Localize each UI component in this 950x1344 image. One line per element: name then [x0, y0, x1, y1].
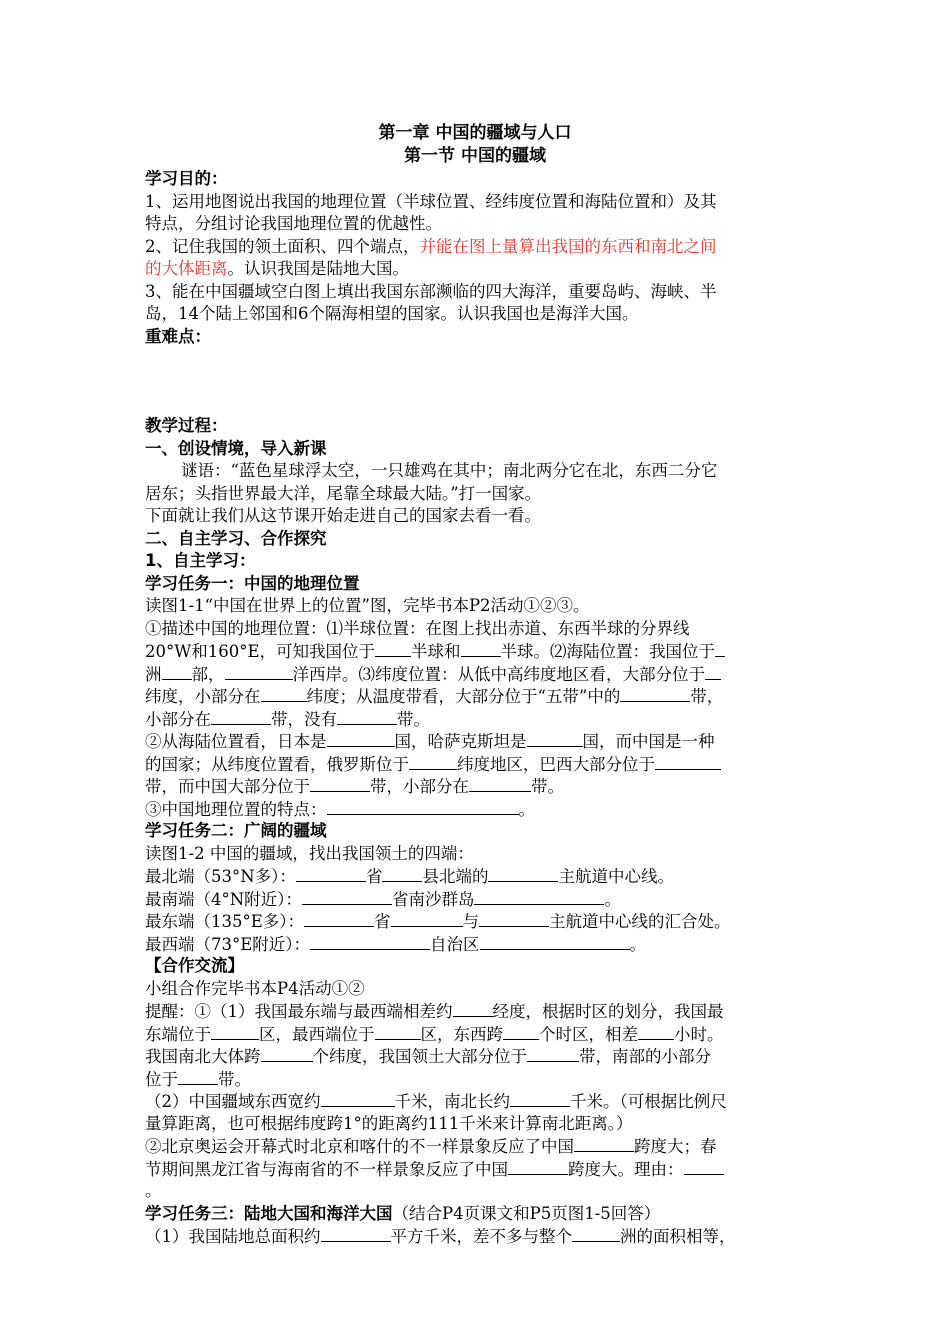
task-3-heading-line: [145, 1203, 825, 1226]
section-1-heading: 一、创设情境，导入新课: [145, 438, 327, 458]
task-2-read: 读图1-2 中国的疆域，找出我国领土的四端：: [145, 843, 474, 863]
blank: [527, 1045, 579, 1062]
blank: [508, 1158, 568, 1175]
blank: [211, 708, 271, 725]
intro-line: 下面就让我们从这节课开始走进自己的国家去看一看。: [145, 506, 541, 525]
document-body: [145, 168, 825, 1248]
task-2-heading: 学习任务二：广阔的疆域: [145, 821, 327, 840]
blank: [620, 685, 690, 702]
objective-3-line-2: 岛，14个陆上邻国和6个隔海相望的国家。认识我国也是海洋大国。: [145, 304, 639, 323]
task-1-q1-line-3: 洲 部， 洋西岸。⑶纬度位置：从低中高纬度地区看，大部分位于: [145, 663, 825, 686]
blank: [211, 1023, 259, 1040]
blank: [302, 888, 392, 905]
task-1-heading: 学习任务一：中国的地理位置: [145, 573, 360, 593]
task-3-line-1: （1）我国陆地总面积约 平方千米，差不多与整个 洲的面积相等，: [145, 1227, 736, 1246]
task-1-q3: ③中国地理位置的特点： 。: [145, 799, 535, 819]
objective-2-text: 2、记住我国的领土面积、四个端点，: [145, 236, 420, 256]
process-heading: 教学过程：: [145, 416, 228, 435]
blank: [337, 708, 397, 725]
self-study-heading: 1、自主学习：: [145, 551, 256, 570]
blank: [503, 1023, 539, 1040]
blank: [409, 753, 457, 770]
reminder-line-1: 提醒：①（1）我国最东端与最西端相差约 经度，根据时区的划分，我国最: [145, 1002, 724, 1021]
blank: [480, 933, 630, 950]
cooperation-task: 小组合作完毕书本P4活动①②: [145, 978, 365, 998]
blank: [261, 685, 307, 702]
blank: [375, 1023, 421, 1040]
task-1-q1-line-5: 小部分在 带，没有 带。: [145, 709, 430, 729]
key-points-heading: 重难点：: [145, 326, 211, 346]
task-1-q1-line-4: 纬度，小部分在 纬度；从温度带看，大部分位于“五带”中的 带，: [145, 687, 724, 706]
blank: [225, 663, 293, 680]
blank: [162, 663, 192, 680]
blank: [327, 730, 395, 747]
blank: [321, 1225, 391, 1242]
blank: [453, 1000, 493, 1017]
chapter-title: 第一章 中国的疆域与人口: [378, 123, 572, 143]
reminder-line-9: 。: [145, 1181, 162, 1200]
blank: [261, 1045, 313, 1062]
blank: [638, 1023, 674, 1040]
section-2-heading: 二、自主学习、合作探究: [145, 528, 327, 548]
blank: [382, 865, 422, 882]
south-end-line: 最南端（4°N附近）： 省南沙群岛 。: [145, 889, 621, 909]
task-3-heading: 学习任务三：陆地大国和海洋大国: [145, 1203, 393, 1223]
objective-1-line-1: 1、运用地图说出我国的地理位置（半球位置、经纬度位置和海陆位置和）及其: [145, 191, 717, 211]
task-1-q1-line-2: 20°W和160°E，可知我国位于 半球和 半球。⑵海陆位置：我国位于: [145, 640, 825, 663]
blank: [574, 1135, 634, 1152]
blank: [572, 1225, 620, 1242]
objectives-heading: 学习目的：: [145, 169, 228, 188]
section-title: 第一节 中国的疆域: [404, 146, 546, 166]
blank: [469, 775, 531, 792]
reminder-line-8: 节期间黑龙江省与海南省的不一样景象反应了中国 跨度大。理由：: [145, 1158, 825, 1181]
reminder-line-7: ②北京奥运会开幕式时北京和喀什的不一样景象反应了中国 跨度大；春: [145, 1137, 717, 1156]
task-1-q1-line-1: ①描述中国的地理位置：⑴半球位置：在图上找出赤道、东西半球的分界线: [145, 618, 690, 638]
north-end-line: 最北端（53°N多）： 省 县北端的 主航道中心线。: [145, 867, 674, 886]
objective-1-line-2: 特点，分组讨论我国地理位置的优越性。: [145, 214, 442, 233]
west-end-line: 最西端（73°E附近）： 自治区 。: [145, 934, 647, 954]
objective-2-text-cont: 。认识我国是陆地大国。: [227, 259, 409, 278]
task-1-q2-line-3: 带，而中国大部分位于 带，小部分在 带。: [145, 777, 564, 796]
objective-2-highlight: 并能在图上量算出我国的东西和南北之间: [419, 236, 717, 256]
blank: [461, 640, 501, 657]
blank: [510, 1090, 570, 1107]
east-end-line: 最东端（135°E多）： 省 与 主航道中心线的汇合处。: [145, 912, 731, 931]
task-1-read: 读图1-1“中国在世界上的位置”图，完毕书本P2活动①②③。: [145, 596, 590, 615]
blank: [391, 910, 463, 927]
blank: [310, 775, 370, 792]
reminder-line-5: （2）中国疆域东西宽约 千米，南北长约 千米。（可根据比例尺: [145, 1092, 727, 1111]
blank: [684, 1158, 724, 1175]
blank: [479, 910, 549, 927]
riddle-line-1: 谜语：“蓝色星球浮太空，一只雄鸡在其中；南北两分它在北，东西二分它: [181, 461, 718, 480]
task-1-q2-line-2: 的国家；从纬度位置看，俄罗斯位于 纬度地区，巴西大部分位于: [145, 753, 825, 776]
reminder-line-2: 东端位于 区，最西端位于 区，东西跨 个时区，相差 小时。: [145, 1024, 724, 1044]
blank: [715, 640, 725, 657]
objective-2-highlight-cont: 的大体距离: [145, 259, 228, 278]
reminder-line-4: 位于 带。: [145, 1069, 251, 1089]
blank-space: [145, 348, 825, 415]
blank: [327, 798, 519, 815]
blank: [705, 663, 721, 680]
cooperation-heading: 【合作交流】: [145, 956, 244, 975]
blank: [310, 933, 430, 950]
riddle-line-2: 居东；头指世界最大洋，尾靠全球最大陆。”打一国家。: [145, 483, 542, 503]
objective-3-line-1: 3、能在中国疆域空白图上填出我国东部濒临的四大海洋，重要岛屿、海峡、半: [145, 281, 717, 301]
blank: [655, 753, 721, 770]
blank: [304, 910, 374, 927]
reminder-line-3: 我国南北大体跨 个纬度，我国领土大部分位于 带，南部的小部分: [145, 1047, 711, 1066]
reminder-line-6: 量算距离，也可根据纬度跨1°的距离约111千米来计算南北距离。）: [145, 1113, 633, 1133]
blank: [474, 888, 604, 905]
blank: [527, 730, 583, 747]
task-3-note: （结合P4页课文和P5页图1-5回答）: [392, 1203, 661, 1223]
blank: [375, 640, 411, 657]
task-1-q2-line-1: ②从海陆位置看，日本是 国，哈萨克斯坦是 国，而中国是一种: [145, 732, 715, 751]
objective-2-line-1: [145, 236, 825, 259]
blank: [296, 865, 366, 882]
blank: [321, 1090, 395, 1107]
blank: [488, 865, 558, 882]
objective-2-line-2: [145, 258, 825, 281]
blank: [178, 1068, 218, 1085]
